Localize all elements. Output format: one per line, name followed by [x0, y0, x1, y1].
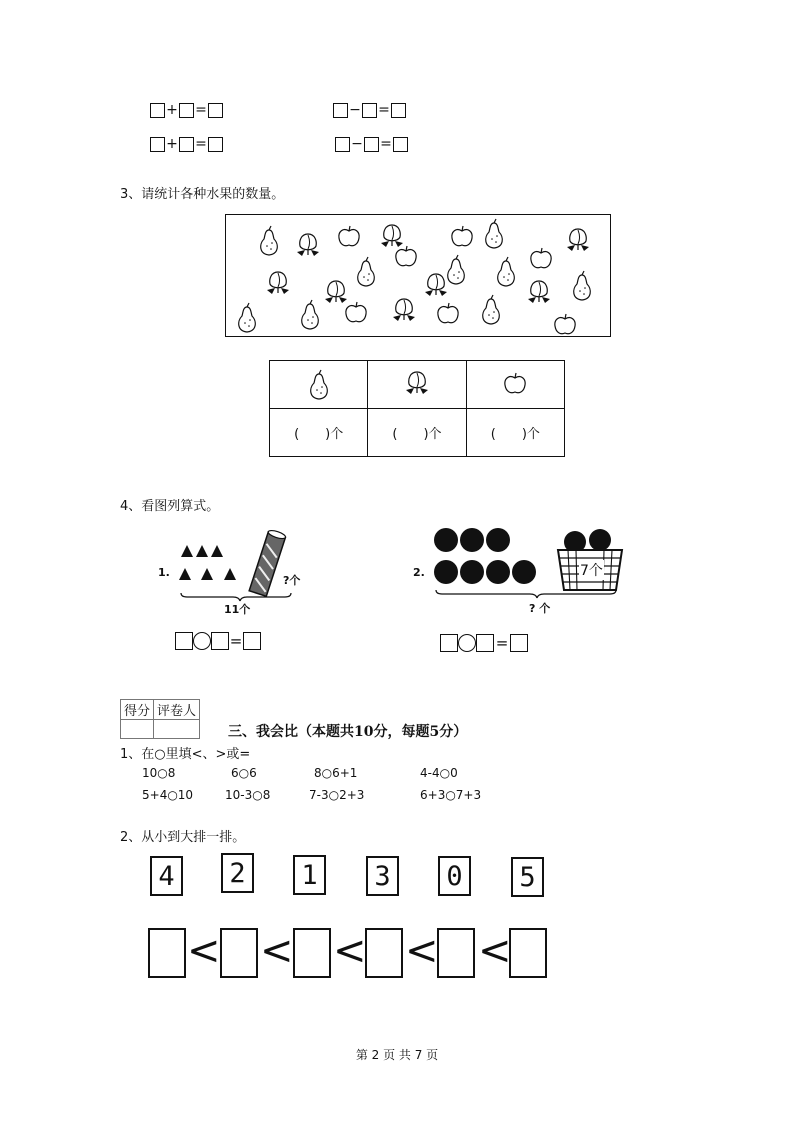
- fruit-scene: [225, 214, 611, 337]
- minus-sign: −: [351, 136, 363, 152]
- fruit-illustration: [226, 215, 609, 335]
- order-box-3[interactable]: [293, 928, 331, 978]
- comparison-item[interactable]: 6○6: [231, 766, 257, 780]
- score-cell[interactable]: [121, 720, 154, 739]
- equation-row-2-right: [335, 136, 408, 152]
- answer-box[interactable]: [150, 137, 165, 152]
- equals-sign: =: [495, 634, 509, 652]
- equation-row-2-left: [150, 136, 223, 152]
- number-card: 0: [438, 856, 471, 896]
- equals-sign: =: [380, 136, 392, 152]
- peach-count-cell[interactable]: ( )个: [368, 409, 466, 457]
- plus-sign: +: [166, 102, 178, 118]
- comparison-item[interactable]: 6+3○7+3: [420, 788, 482, 802]
- equals-sign: =: [195, 102, 207, 118]
- number-card: 2: [221, 853, 254, 893]
- order-box-1[interactable]: [148, 928, 186, 978]
- operator-circle[interactable]: [458, 634, 476, 652]
- question-3-title: 3、请统计各种水果的数量。: [120, 187, 285, 202]
- number-card: 3: [366, 856, 399, 896]
- page-footer: 第 2 页 共 7 页: [355, 1048, 439, 1062]
- section-3-q2-title: 2、从小到大排一排。: [120, 830, 246, 845]
- answer-box[interactable]: [243, 632, 261, 650]
- pear-icon: [304, 363, 334, 403]
- peach-header-cell: [368, 361, 466, 409]
- comparison-item[interactable]: 5+4○10: [142, 788, 194, 802]
- order-box-4[interactable]: [365, 928, 403, 978]
- fruit-count-table: [269, 360, 565, 457]
- answer-box[interactable]: [476, 634, 494, 652]
- answer-box[interactable]: [175, 632, 193, 650]
- score-table: [120, 699, 200, 739]
- answer-box[interactable]: [393, 137, 408, 152]
- peach-icon: [400, 366, 434, 400]
- answer-box[interactable]: [208, 137, 223, 152]
- score-header: 得分: [121, 700, 154, 720]
- apple-count-cell[interactable]: ( )个: [466, 409, 564, 457]
- order-box-2[interactable]: [220, 928, 258, 978]
- less-than-sign: <: [333, 928, 367, 974]
- question-4-title: 4、看图列算式。: [120, 499, 220, 514]
- problem-1-question: ?个: [283, 574, 301, 587]
- answer-box[interactable]: [150, 103, 165, 118]
- operator-circle[interactable]: [193, 632, 211, 650]
- equals-sign: =: [195, 136, 207, 152]
- number-card: 1: [293, 855, 326, 895]
- plus-sign: +: [166, 136, 178, 152]
- less-than-sign: <: [405, 928, 439, 974]
- comparison-item[interactable]: 8○6+1: [314, 766, 358, 780]
- problem-1-total: 11个: [224, 603, 251, 616]
- section-3-q1-title: 1、在○里填<、>或=: [120, 747, 251, 762]
- answer-box[interactable]: [208, 103, 223, 118]
- apple-icon: [500, 368, 530, 398]
- problem-2-label: 2.: [413, 566, 425, 579]
- answer-box[interactable]: [391, 103, 406, 118]
- comparison-item[interactable]: 10○8: [142, 766, 176, 780]
- minus-sign: −: [349, 102, 361, 118]
- less-than-sign: <: [478, 928, 512, 974]
- equals-sign: =: [229, 632, 243, 650]
- number-card: 5: [511, 857, 544, 897]
- answer-box[interactable]: [335, 137, 350, 152]
- answer-box[interactable]: [333, 103, 348, 118]
- equation-row-1-left: [150, 102, 223, 118]
- less-than-sign: <: [260, 928, 294, 974]
- comparison-item[interactable]: 10-3○8: [225, 788, 271, 802]
- equals-sign: =: [378, 102, 390, 118]
- apple-header-cell: [466, 361, 564, 409]
- order-box-6[interactable]: [509, 928, 547, 978]
- basket-label: 7个: [579, 560, 604, 580]
- grader-header: 评卷人: [154, 700, 200, 720]
- less-than-sign: <: [187, 928, 221, 974]
- answer-box[interactable]: [362, 103, 377, 118]
- answer-box[interactable]: [179, 103, 194, 118]
- problem-1-label: 1.: [158, 566, 170, 579]
- problem-1-equation: [175, 632, 261, 650]
- comparison-item[interactable]: 4-4○0: [420, 766, 458, 780]
- answer-box[interactable]: [440, 634, 458, 652]
- grader-cell[interactable]: [154, 720, 200, 739]
- order-box-5[interactable]: [437, 928, 475, 978]
- problem-2-total: ? 个: [529, 602, 551, 615]
- number-card: 4: [150, 856, 183, 896]
- pear-count-cell[interactable]: ( )个: [270, 409, 368, 457]
- answer-box[interactable]: [211, 632, 229, 650]
- pear-header-cell: [270, 361, 368, 409]
- problem-2-equation: [440, 634, 528, 652]
- answer-box[interactable]: [510, 634, 528, 652]
- comparison-item[interactable]: 7-3○2+3: [309, 788, 365, 802]
- equation-row-1-right: [333, 102, 406, 118]
- answer-box[interactable]: [364, 137, 379, 152]
- problem-1-illustration: [175, 525, 315, 605]
- answer-box[interactable]: [179, 137, 194, 152]
- section-3-title: 三、我会比（本题共10分，每题5分）: [228, 724, 468, 740]
